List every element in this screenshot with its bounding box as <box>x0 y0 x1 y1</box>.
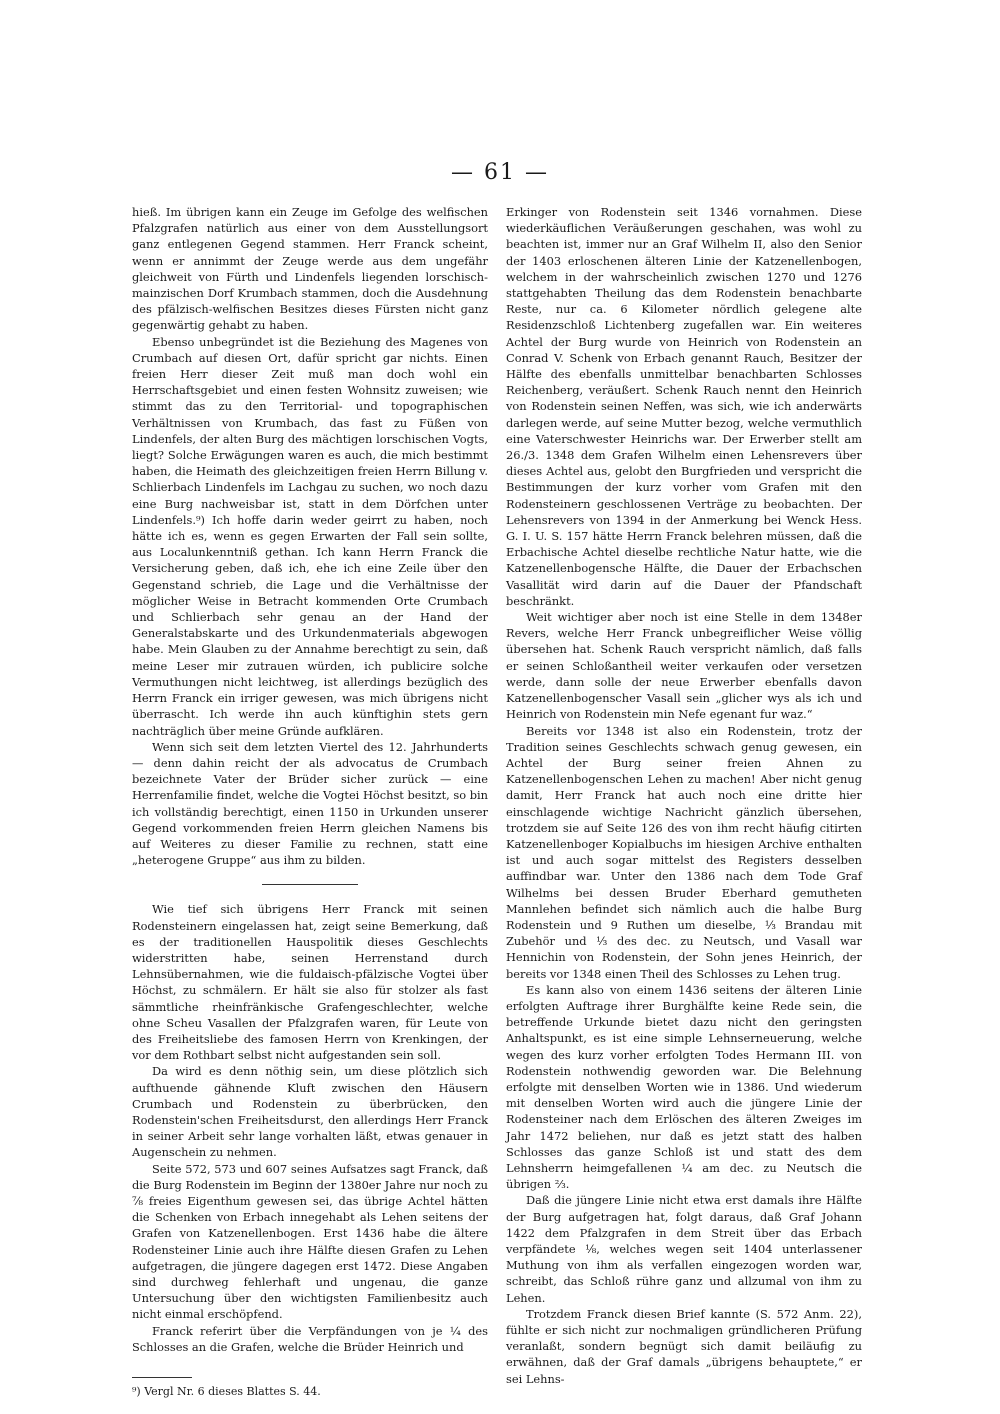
paragraph: Erkinger von Rodenstein seit 1346 vornahmen. Diese wiederkäuflichen Veräußerungen geschahen, was wohl zu beachten ist, immer nur an Graf Wilhelm II, also den Senior der 1403 erloschenen älteren Linie der Katzenellenbogen, welchem in der wahrscheinlich zwischen 1270 und 1276 stattgehabten Theilung das dem Rodenstein benachbarte Reste, nur ca. 6 Kilometer nördlich gelegene alte Residenzschloß Lichtenberg zugefallen war. Ein weiteres Achtel der Burg wurde von Heinrich von Rodenstein an Conrad V. Schenk von Erbach genannt Rauch, Besitzer der Hälfte des ebenfalls unmittelbar benachbarten Schlosses Reichenberg, veräußert. Schenk Rauch nennt den Heinrich von Rodenstein seinen Neffen, was sich, wie ich anderwärts darlegen werde, auf seine Mutter bezog, welche vermuthlich eine Vaterschwester Heinrichs war. Der Erwerber stellt am 26./3. 1348 dem Grafen Wilhelm einen Lehensrevers über dieses Achtel aus, gelobt den Burgfrieden und verspricht die Bestimmungen der kurz vorher vom Grafen mit den Rodensteinern geschlossenen Verträge zu beobachten. Der Lehensrevers von 1394 in der Anmerkung bei Wenck Hess. G. I. U. S. 157 hätte Herrn Franck belehren müssen, daß die Erbachische Achtel dieselbe rechtliche Natur hatte, wie die Katzenellenbogensche Hälfte, die Dauer der Erbachschen Vasallität wird darin auf die Dauer der Pfandschaft beschränkt. <box>506 205 862 608</box>
paragraph: Wenn sich seit dem letzten Viertel des 12. Jahrhunderts — denn dahin reicht der als advocatus de Crumbach bezeichnete Vater der Brüder sicher zurück — eine Herrenfamilie findet, welche die Vogtei Höchst besitzt, so bin ich vollständig berechtigt, einen 1150 in Urkunden unserer Gegend vorkommenden freien Herrn gleichen Namens bis auf Weiteres zu dieser Familie zu rechnen, statt eine „heterogene Gruppe“ aus ihm zu bilden. <box>132 739 489 868</box>
paragraph: Es kann also von einem 1436 seitens der älteren Linie erfolgten Auftrage ihrer Burghälfte keine Rede sein, die betreffende Urkunde bietet dazu nicht den geringsten Anhaltspunkt, es ist eine simple Lehnserneuerung, welche wegen des kurz vorher erfolgten Todes Hermann III. von Rodenstein nothwendig geworden war. Die Belehnung erfolgte mit denselben Worten wie in 1386. Und wiederum mit denselben Worten wird auch die jüngere Linie der Rodensteiner nach dem Erlöschen des älteren Zweiges im Jahr 1472 beliehen, nur daß es jetzt statt des halben Schlosses das ganze Schloß ist und statt des dem Lehnsherrn heimgefallenen ¼ am dec. zu Neutsch die übrigen ⅔. <box>506 982 862 1192</box>
left-column <box>132 204 488 1399</box>
paragraph: Wie tief sich übrigens Herr Franck mit seinen Rodensteinern eingelassen hat, zeigt seine Bemerkung, daß es der traditionellen Hauspolitik dieses Geschlechts widerstritten habe, seinen Herrenstand durch Lehnsübernahmen, wie die fuldaisch-pfälzische Vogtei über Höchst, zu schmälern. Er hält sie also für stolzer als fast sämmtliche rheinfränkische Grafengeschlechter, welche ohne Scheu Vasallen der Pfalzgrafen waren, für Leute von des Freiheitsliebe des famosen Herrn von Krenkingen, der vor dem Rothbart selbst nicht aufgestanden sein soll. <box>132 902 488 1063</box>
paragraph: Franck referirt über die Verpfändungen von je ¼ des Schlosses an die Grafen, welche die Brüder Heinrich und <box>132 1323 488 1354</box>
paragraph: Da wird es denn nöthig sein, um diese plötzlich sich aufthuende gähnende Kluft zwischen den Häusern Crumbach und Rodenstein zu überbrücken, den Rodenstein'schen Freiheitsdurst, den allerdings Herr Franck in seiner Arbeit sehr lange vorhalten läßt, etwas genauer in Augenschein zu nehmen. <box>132 1064 488 1160</box>
page-number: — 61 — <box>451 160 549 185</box>
paragraph: Weit wichtiger aber noch ist eine Stelle in dem 1348er Revers, welche Herr Franck unbegreiflicher Weise völlig übersehen hat. Schenk Rauch verspricht nämlich, daß falls er seinen Schloßantheil weiter verkaufen oder versetzen werde, dann solle der neue Erwerber ebenfalls davon Katzenellenbogenscher Vasall sein „glicher wys als ich und Heinrich von Rodenstein min Nefe egenant fur waz.“ <box>506 610 862 722</box>
footnote: ⁹) Vergl Nr. 6 dieses Blattes S. 44. <box>132 1385 321 1399</box>
paragraph: Daß die jüngere Linie nicht etwa erst damals ihre Hälfte der Burg aufgetragen hat, folgt daraus, daß Graf Johann 1422 dem Pfalzgrafen in dem Streit über das Erbach verpfändete ⅛, welches wegen seit 1404 unterlassener Muthung von ihm als verfallen eingezogen worden war, schreibt, das Schloß rühre ganz und allzumal von ihm zu Lehen. <box>506 1193 862 1305</box>
right-column <box>506 204 862 1387</box>
section-divider <box>262 884 358 885</box>
paragraph: Ebenso unbegründet ist die Beziehung des Magenes von Crumbach auf diesen Ort, dafür spricht gar nichts. Einen freien Herr dieser Zeit muß man doch wohl ein Herrschaftsgebiet und einen festen Wohnsitz zuweisen; wie stimmt das zu den Territorial- und topographischen Verhältnissen von Krumbach, das fast zu Füßen von Lindenfels, der alten Burg des mächtigen lorschischen Vogts, liegt? Solche Erwägungen waren es auch, die mich bestimmt haben, die Heimath des gleichzeitigen freien Herrn Billung v. Schlierbach Lindenfels im Lachgau zu suchen, wo noch dazu eine Burg nachweisbar ist, statt in dem Dörfchen unter Lindenfels.⁹) Ich hoffe darin weder geirrt zu haben, noch hätte ich es, wenn es gegen Erwarten der Fall sein sollte, aus Localunkenntniß gethan. Ich kann Herrn Franck die Versicherung geben, daß ich, ehe ich eine Zeile über den Gegenstand schrieb, die Lage und die Verhältnisse der möglicher Weise in Betracht kommenden Orte Crumbach und Schlierbach sehr genau an der Hand der Generalstabskarte und des Urkundenmaterials abgewogen habe. Mein Glauben zu der Annahme berechtigt zu sein, daß meine Leser mir zutrauen würden, ich publicire solche Vermuthungen nicht leichtweg, ist allerdings bezüglich des Herrn Franck ein irriger gewesen, was mich übrigens nicht überrascht. Ich werde ihn auch künftighin stets gern nachträglich über meine Gründe aufklären. <box>132 334 488 738</box>
paragraph: Seite 572, 573 und 607 seines Aufsatzes sagt Franck, daß die Burg Rodenstein im Beginn der 1380er Jahre nur noch zu ⅞ freies Eigenthum gewesen sei, das übrige Achtel hätten die Schenken von Erbach innegehabt als Lehen seitens der Grafen von Katzenellenbogen. Erst 1436 habe die ältere Rodensteiner Linie auch ihre Hälfte diesen Grafen zu Lehen aufgetragen, die jüngere dagegen erst 1472. Diese Angaben sind durchweg fehlerhaft und ungenau, die ganze Untersuchung über den wichtigsten Familienbesitz auch nicht einmal erschöpfend. <box>132 1161 488 1322</box>
footnote-divider <box>132 1377 192 1378</box>
paragraph: Trotzdem Franck diesen Brief kannte (S. 572 Anm. 22), fühlte er sich nicht zur nochmaligen gründlicheren Prüfung veranlaßt, sondern begnügt sich damit beiläufig zu erwähnen, daß der Graf damals „übrigens behauptete,“ er sei Lehns- <box>506 1306 862 1386</box>
paragraph: hieß. Im übrigen kann ein Zeuge im Gefolge des welfischen Pfalzgrafen natürlich aus einer von dem Ausstellungsort ganz entlegenen Gegend stammen. Herr Franck scheint, wenn er annimmt der Zeuge werde aus dem ungefähr gleichweit von Fürth und Lindenfels liegenden lorschisch-mainzischen Dorf Krumbach stammen, doch die Ausdehnung des pfälzisch-welfischen Besitzes dieses Fürsten nicht ganz gegenwärtig gehabt zu haben. <box>132 205 488 333</box>
paragraph: Bereits vor 1348 ist also ein Rodenstein, trotz der Tradition seines Geschlechts schwach genug gewesen, ein Achtel der Burg seiner freien Ahnen zu Katzenellenbogenschen Lehen zu machen! Aber nicht genug damit, Herr Franck hat auch noch eine dritte hier einschlagende wichtige Nachricht gänzlich übersehen, trotzdem sie auf Seite 126 des von ihm recht häufig citirten Katzenellenboger Kopialbuchs im hiesigen Archive enthalten ist und auch sogar mittelst des Registers desselben auffindbar war. Unter den 1386 nach dem Tode Graf Wilhelms bei dessen Bruder Eberhard gemutheten Mannlehen befindet sich nämlich auch die halbe Burg Rodenstein und 9 Ruthen um dieselbe, ⅓ Brandau mit Zubehör und ⅓ des dec. zu Neutsch, und Vasall war Hennichin von Rodenstein, der Sohn jenes Heinrich, der bereits vor 1348 einen Theil des Schlosses zu Lehen trug. <box>506 723 862 981</box>
